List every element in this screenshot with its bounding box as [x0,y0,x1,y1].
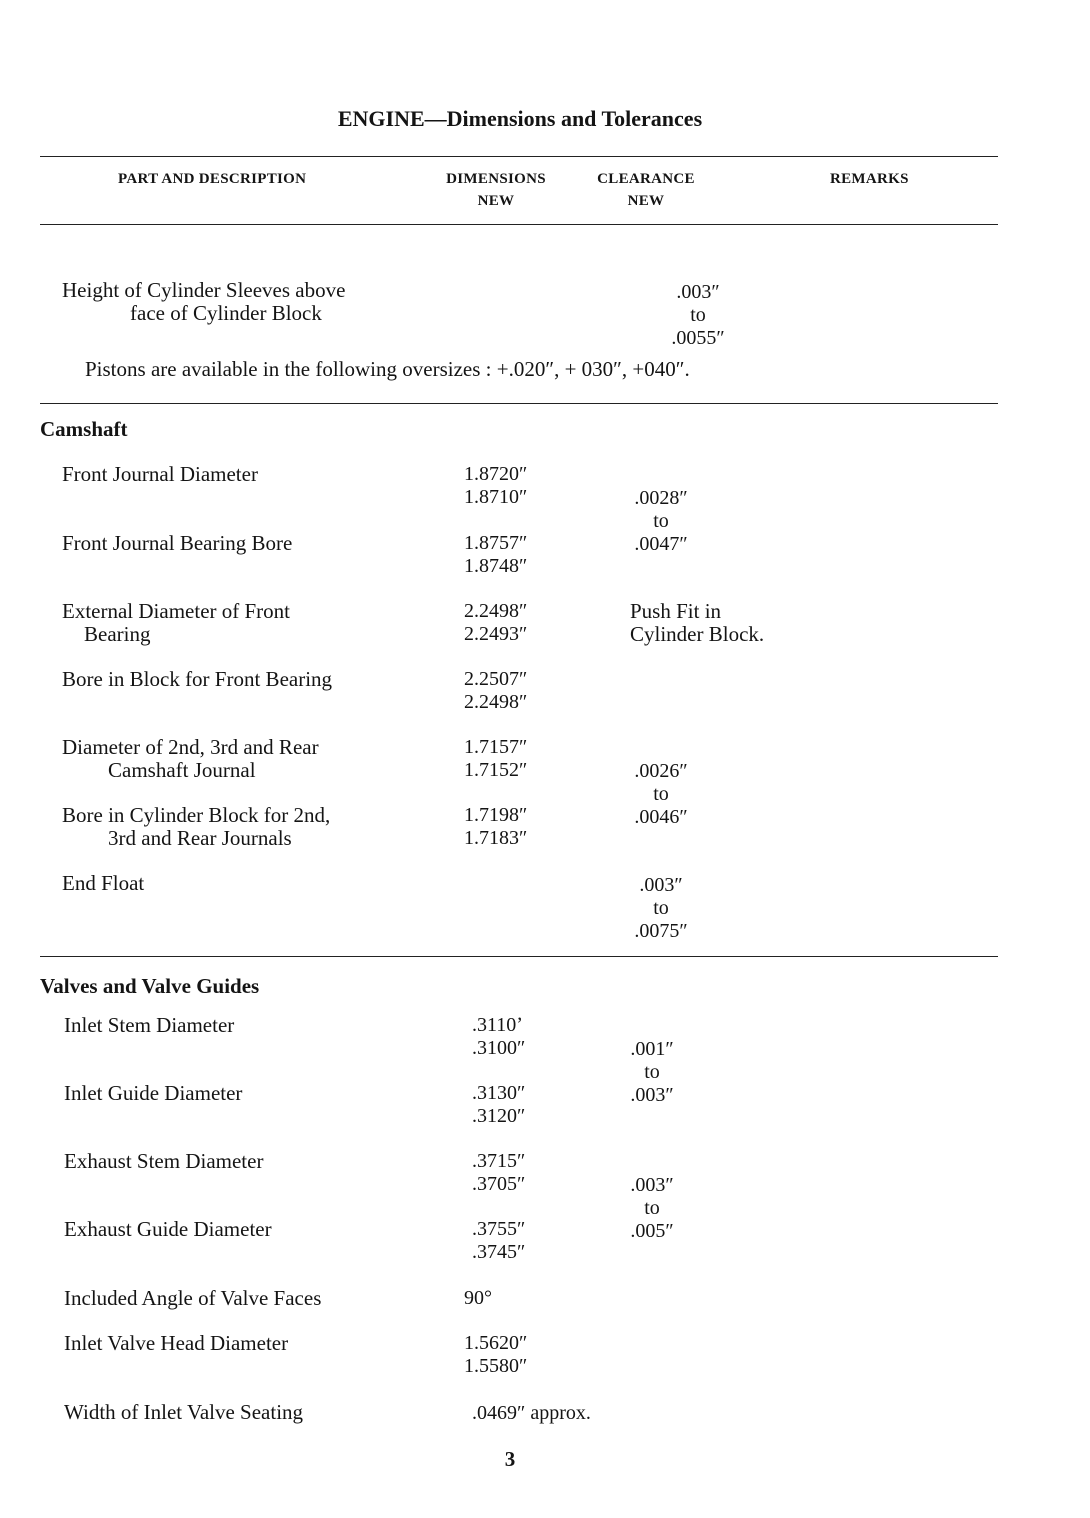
diameter-rear-label: Diameter of 2nd, 3rd and Rear Camshaft Journal [62,735,319,782]
section-rule [40,956,998,957]
header-remarks: REMARKS [830,171,909,187]
camshaft-heading: Camshaft [40,417,128,441]
bore-rear-label: Bore in Cylinder Block for 2nd, 3rd and Rear Journals [62,803,331,850]
inlet-seating-label: Width of Inlet Valve Seating [64,1400,304,1424]
exhaust-guide-label: Exhaust Guide Diameter [64,1217,272,1241]
front-clearance: .0028″ to .0047″ [634,487,688,555]
external-diameter-dims: 2.2498″ 2.2493″ [464,600,528,645]
inlet-head-label: Inlet Valve Head Diameter [64,1331,289,1355]
bore-rear-dims: 1.7198″ 1.7183″ [464,804,528,849]
external-diameter-remark: Push Fit in Cylinder Block. [630,599,765,646]
inlet-seating-value: .0469″ approx. [472,1402,591,1424]
inlet-stem-dims: .3110ʼ .3100″ [472,1014,526,1059]
front-journal-bearing-bore-dims: 1.8757″ 1.8748″ [464,532,528,577]
inlet-guide-label: Inlet Guide Diameter [64,1081,243,1105]
bore-front-bearing-dims: 2.2507″ 2.2498″ [464,668,528,713]
end-float-label: End Float [62,871,145,895]
diameter-rear-dims: 1.7157″ 1.7152″ [464,736,528,781]
front-journal-diameter-label: Front Journal Diameter [62,462,258,486]
page-title: ENGINE—Dimensions and Tolerances [337,106,703,131]
header-part: PART AND DESCRIPTION [118,171,307,187]
end-float-clearance: .003″ to .0075″ [634,874,688,942]
page-number: 3 [504,1447,516,1471]
included-angle-label: Included Angle of Valve Faces [64,1286,322,1310]
inlet-head-dims: 1.5620″ 1.5580″ [464,1332,528,1377]
exhaust-stem-label: Exhaust Stem Diameter [64,1149,264,1173]
header-top-rule [40,156,998,157]
exhaust-guide-dims: .3755″ .3745″ [472,1218,526,1263]
inlet-guide-dims: .3130″ .3120″ [472,1082,526,1127]
header-bottom-rule [40,224,998,225]
exhaust-stem-dims: .3715″ .3705″ [472,1150,526,1195]
sleeves-label-2: face of Cylinder Block [130,301,322,325]
exhaust-clearance: .003″ to .005″ [630,1174,674,1242]
header-dimensions: DIMENSIONS NEW [446,171,546,209]
inlet-stem-label: Inlet Stem Diameter [64,1013,235,1037]
sleeves-label-1: Height of Cylinder Sleeves above [62,278,346,302]
inlet-clearance: .001″ to .003″ [630,1038,674,1106]
front-journal-diameter-dims: 1.8720″ 1.8710″ [464,463,528,508]
bore-front-bearing-label: Bore in Block for Front Bearing [62,667,333,691]
sleeves-clearance: .003″ to .0055″ [671,281,725,349]
section-rule [40,403,998,404]
external-diameter-label: External Diameter of Front Bearing [62,599,291,646]
included-angle-value: 90° [464,1287,492,1309]
valves-heading: Valves and Valve Guides [40,974,260,998]
front-journal-bearing-bore-label: Front Journal Bearing Bore [62,531,293,555]
pistons-note: Pistons are available in the following oversizes : +.020″, + 030″, +040″. [85,357,690,381]
header-clearance: CLEARANCE NEW [597,171,695,209]
rear-clearance: .0026″ to .0046″ [634,760,688,828]
